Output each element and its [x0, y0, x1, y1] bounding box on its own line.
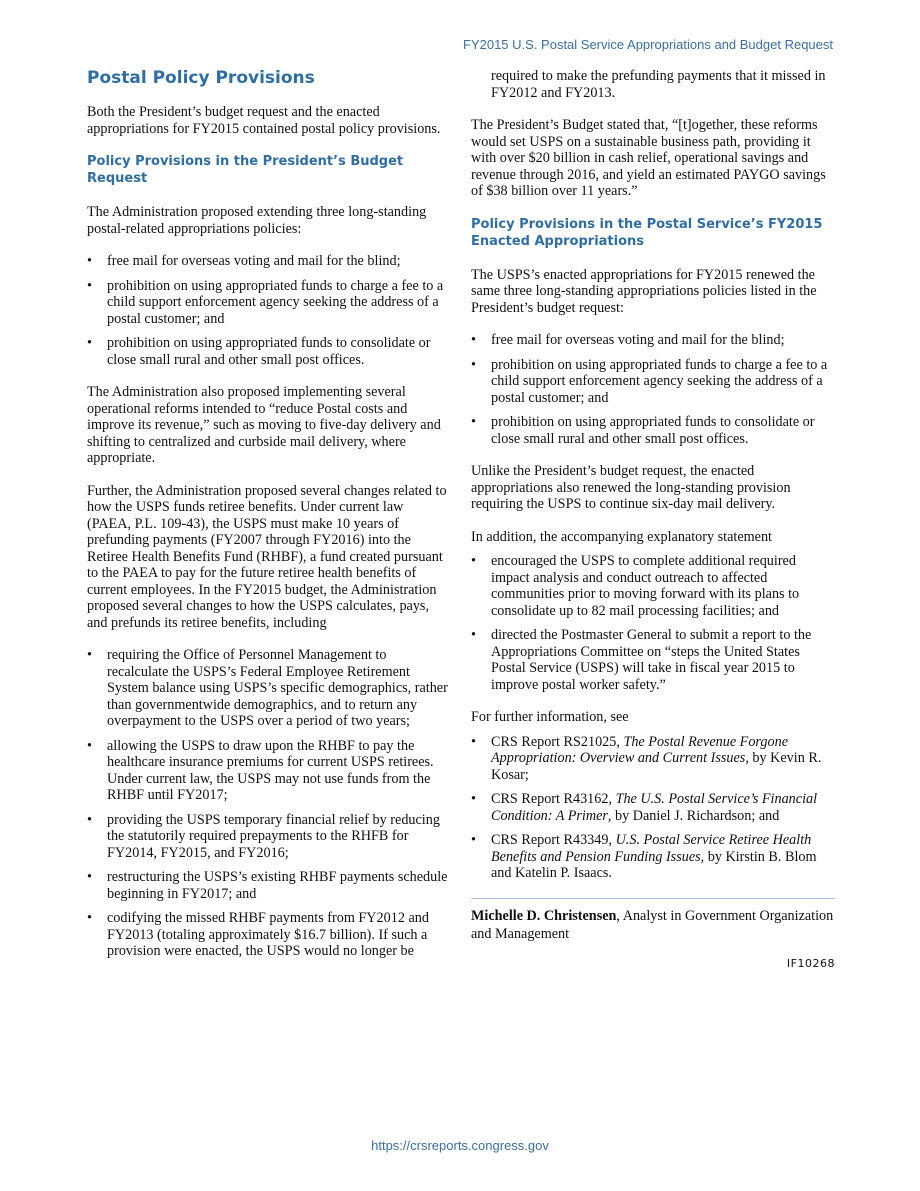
paragraph: The Administration also proposed implementing several operational reforms intended to “reduce Postal costs and improve its revenue,” such as moving to five-day delivery and shifting to centralized and curbside mail delivery, where appropriate.	[87, 384, 441, 466]
paragraph: In addition, the accompanying explanatory statement	[471, 528, 772, 545]
bullet-list	[471, 553, 835, 693]
list-item: • prohibition on using appropriated funds to consolidate or close small rural and other small post offices.	[471, 414, 835, 447]
list-item: • free mail for overseas voting and mail for the blind;	[87, 253, 449, 270]
footer-url[interactable]: https://crsreports.congress.gov	[371, 1138, 549, 1153]
report-title: U.S. Postal Service Retiree Health Benefits and Pension Funding Issues	[491, 832, 812, 865]
reference-item: • CRS Report R43162, The U.S. Postal Service’s Financial Condition: A Primer, by Daniel J. Richardson; and	[471, 791, 835, 824]
intro-paragraph: Both the President’s budget request and the enacted appropriations for FY2015 contained postal policy provisions.	[87, 104, 441, 137]
list-item: • allowing the USPS to draw upon the RHBF to pay the healthcare insurance premiums for current USPS retirees. Under current law, the USPS may not use funds from the RHBF until FY2017;	[87, 738, 449, 804]
section-title: Postal Policy Provisions	[87, 68, 315, 88]
divider	[471, 898, 835, 899]
author-name: Michelle D. Christensen	[471, 907, 617, 924]
reference-item: • CRS Report R43349, U.S. Postal Service Retiree Health Benefits and Pension Funding Issues, by Kirstin B. Blom and Katelin P. Isaacs.	[471, 832, 835, 882]
subheading-president-budget: Policy Provisions in the President’s Budget Request	[87, 154, 404, 186]
author-role: , Analyst in Government Organization and Management	[471, 907, 834, 942]
subheading-enacted-appropriations: Policy Provisions in the Postal Service’s FY2015 Enacted Appropriations	[471, 216, 823, 249]
running-header: FY2015 U.S. Postal Service Appropriations and Budget Request	[463, 37, 833, 52]
bullet-list	[471, 332, 835, 447]
paragraph: For further information, see	[471, 709, 629, 725]
list-item: • prohibition on using appropriated funds to charge a fee to a child support enforcement agency seeking the address of a postal customer; and	[87, 278, 449, 328]
list-item: • free mail for overseas voting and mail for the blind;	[471, 332, 835, 349]
report-title: The Postal Revenue Forgone Appropriation: Overview and Current Issues	[491, 733, 789, 766]
paragraph: The President’s Budget stated that, “[t]ogether, these reforms would set USPS on a sustainable business path, providing it with over $20 billion in cash relief, operational savings and revenue through 2016, and yield an estimated PAYGO savings of $38 billion over 11 years.”	[471, 117, 826, 199]
paragraph: The USPS’s enacted appropriations for FY2015 renewed the same three long-standing appropriations policies listed in the President’s budget request:	[471, 266, 817, 316]
list-item: • prohibition on using appropriated funds to charge a fee to a child support enforcement agency seeking the address of a postal customer; and	[471, 357, 835, 407]
list-item: • directed the Postmaster General to submit a report to the Appropriations Committee on “steps the United States Postal Service (USPS) will take in fiscal year 2015 to improve postal worker safety.”	[471, 627, 835, 693]
bullet-list	[87, 253, 449, 368]
list-item: • providing the USPS temporary financial relief by reducing the statutorily required prepayments to the RHFB for FY2014, FY2015, and FY2016;	[87, 812, 449, 862]
report-title: The U.S. Postal Service’s Financial Condition: A Primer	[491, 791, 818, 824]
list-item: • restructuring the USPS’s existing RHBF payments schedule beginning in FY2017; and	[87, 869, 449, 902]
paragraph: The Administration proposed extending three long-standing postal-related appropriations policies:	[87, 204, 427, 237]
list-item: • prohibition on using appropriated funds to consolidate or close small rural and other small post offices.	[87, 335, 449, 368]
list-item: • encouraged the USPS to complete additional required impact analysis and conduct outreach to affected communities prior to moving forward with its plans to consolidate up to 82 mail processing facilities; and	[471, 553, 835, 619]
list-item: • codifying the missed RHBF payments from FY2012 and FY2013 (totaling approximately $16.7 billion). If such a provision were enacted, the USPS would no longer be	[87, 910, 449, 960]
paragraph: Unlike the President’s budget request, the enacted appropriations also renewed the long-standing provision requiring the USPS to continue six-day mail delivery.	[471, 463, 791, 512]
reference-list	[471, 734, 835, 882]
left-column	[87, 68, 449, 976]
document-id: IF10268	[786, 956, 835, 970]
right-column	[471, 68, 835, 972]
reference-item: • CRS Report RS21025, The Postal Revenue Forgone Appropriation: Overview and Current Issues, by Kevin R. Kosar;	[471, 734, 835, 784]
list-item: • requiring the Office of Personnel Management to recalculate the USPS’s Federal Employee Retirement System balance using USPS’s specific demographics, rather than governmentwide demographics, and to return any overpayment to the USPS over a period of two years;	[87, 647, 449, 730]
continued-bullet-text: required to make the prefunding payments that it missed in FY2012 and FY2013.	[491, 68, 826, 101]
author-credit	[471, 907, 835, 943]
bullet-list	[87, 647, 449, 960]
paragraph: Further, the Administration proposed several changes related to how the USPS funds retiree benefits. Under current law (PAEA, P.L. 109-43), the USPS must make 10 years of prefunding payments (FY2007 through FY2016) into the Retiree Health Benefits Fund (RHBF), a fund created pursuant to the PAEA to pay for the future retiree health benefits of current employees. In the FY2015 budget, the Administration proposed several changes to how the USPS calculates, pays, and prefunds its retiree benefits, including	[87, 482, 447, 631]
